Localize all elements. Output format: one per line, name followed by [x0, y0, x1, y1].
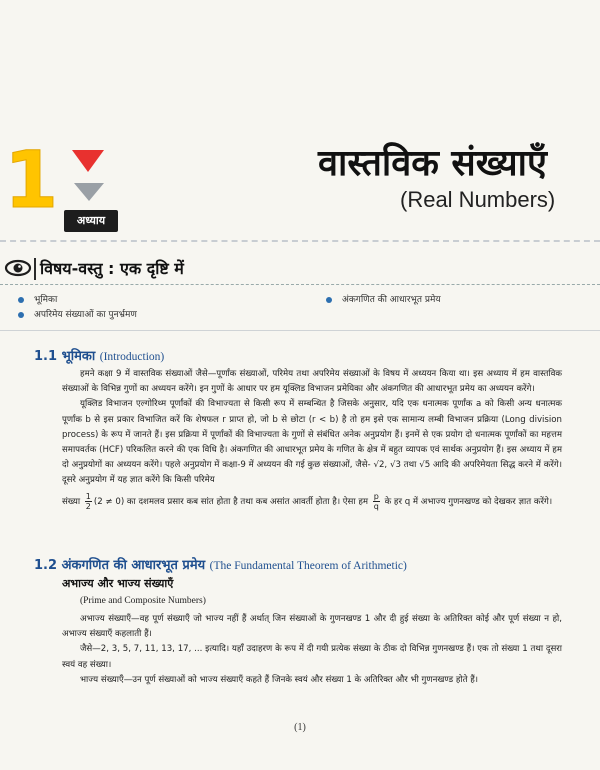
subsection-heading-english: (Prime and Composite Numbers) [80, 596, 206, 606]
chapter-tag: अध्याय [64, 210, 118, 232]
section-1-paragraph-1: हमने कक्षा 9 में वास्तविक संख्याओं जैसे—पूर्णांक संख्याओं, परिमेय तथा अपरिमेय संख्याओं के विषय में अध्ययन किया था। इस अध्याय में हम वास्तविक संख्याओं के विभिन्न गुणों का अध्ययन करेंगे। इन गुणों के आधार पर हम यूक्लिड विभाजन प्रमेयिका और अंकगणित की आधारभूत प्रमेय का अध्ययन करेंगे। [62, 369, 562, 395]
overview-bar [0, 252, 225, 284]
header-divider [0, 240, 600, 242]
page-number: (1) [294, 722, 306, 733]
red-triangle-decoration [72, 150, 104, 172]
chapter-number: 1 [4, 136, 59, 226]
eye-icon [4, 256, 32, 280]
section-1-paragraph-2: यूक्लिड विभाजन एल्गोरिथ्म पूर्णांकों की विभाज्यता से किसी रूप में सम्बन्धित है जिसके अनुसार, यदि एक धनात्मक पूर्णांक a को किसी अन्य धनात्मक पूर्णांक b से इस प्रकार विभाजित करें कि शेषफल r प्राप्त हो, जो b से छोटा (r < b) है तो हम इसे एक सामान्य लम्बी विभाजन प्रक्रिया (Long division process) के रूप में जानते हैं। इस प्रक्रिया में पूर्णांकों की विभाज्यता के गुणों से संबंधित अनेक अनुप्रयोग हैं। इनमें से एक प्रयोग दो धनात्मक पूर्णांकों का महत्तम समापवर्तक (HCF) परिकलित करने की एक विधि है। अंकगणित की आधारभूत प्रमेय के गणित के क्षेत्र में बहुत व्यापक एवं सार्थक अनुप्रयोग हैं। इस अध्याय में हम दो अनुप्रयोगों का अध्ययन करेंगे। पहले अनुप्रयोग में कक्षा-9 में अध्ययन की गई कुछ संख्याओं, जैसे- √2, √3 तथा √5 आदि की अपरिमेयता सिद्ध करने में करेंगे। दूसरे अनुप्रयोग में यह ज्ञात करेंगे कि किसी परिमेय [62, 399, 562, 486]
fraction-p-over-q: $\frac{p}{q}$ [373, 491, 379, 511]
subsection-heading-hindi: अभाज्य और भाज्य संख्याएँ [62, 577, 174, 590]
section-2-paragraph-3: भाज्य संख्याएँ—उन पूर्ण संख्याओं को भाज्य संख्याएँ कहते हैं जिनके स्वयं और संख्या 1 के अतिरिक्त और भी गुणनखण्ड होते हैं। [80, 674, 479, 685]
bullet-icon [18, 312, 24, 318]
overview-separator [34, 258, 36, 280]
chapter-title-hindi: वास्तविक संख्याएँ [318, 143, 547, 184]
overview-divider [0, 284, 600, 285]
bullet-icon [18, 297, 24, 303]
gray-triangle-decoration [74, 183, 104, 201]
section-1-body [62, 367, 562, 511]
overview-item: भूमिका [18, 292, 57, 305]
section-2-paragraph-2: जैसे—2, 3, 5, 7, 11, 13, 17, ... इत्यादि। यहाँ उदाहरण के रूप में दी गयी प्रत्येक संख्या के ठीक दो विभिन्न गुणनखण्ड हैं। एक तो संख्या 1 तथा दूसरा स्वयं वह संख्या। [62, 644, 562, 670]
overview-label: विषय-वस्तु : एक दृष्टि में [40, 259, 184, 278]
overview-item: अपरिमेय संख्याओं का पुनर्भ्रमण [18, 307, 137, 320]
chapter-title-english: (Real Numbers) [400, 187, 556, 212]
bullet-icon [326, 297, 332, 303]
fraction-one-half: $\frac{1}{2}$ [85, 491, 91, 511]
section-divider [0, 330, 600, 331]
section-2-paragraph-1: अभाज्य संख्याएँ—वह पूर्ण संख्याएँ जो भाज्य नहीं हैं अर्थात् जिन संख्याओं के गुणनखण्ड 1 और दी हुई संख्या के अतिरिक्त कोई और पूर्ण संख्या न हो, अभाज्य संख्याएँ कहलाती हैं। [62, 614, 562, 640]
section-2-body [62, 612, 562, 688]
section-1-paragraph-2-end: संख्या $\frac{1}{2}$ (2 ≠ 0) का दशमलव प्रसार कब सांत होता है तथा कब असांत आवर्ती होता है। ऐसा हम $\frac{p}{q}$ के हर q में अभाज्य गुणनखण्ड को देखकर ज्ञात करेंगे। [62, 491, 553, 511]
overview-item: अंकगणित की आधारभूत प्रमेय [326, 292, 441, 305]
section-2-heading: 1.2 अंकगणित की आधारभूत प्रमेय (The Fundamental Theorem of Arithmetic) [34, 558, 407, 573]
section-1-heading: 1.1 भूमिका (Introduction) [34, 349, 165, 364]
